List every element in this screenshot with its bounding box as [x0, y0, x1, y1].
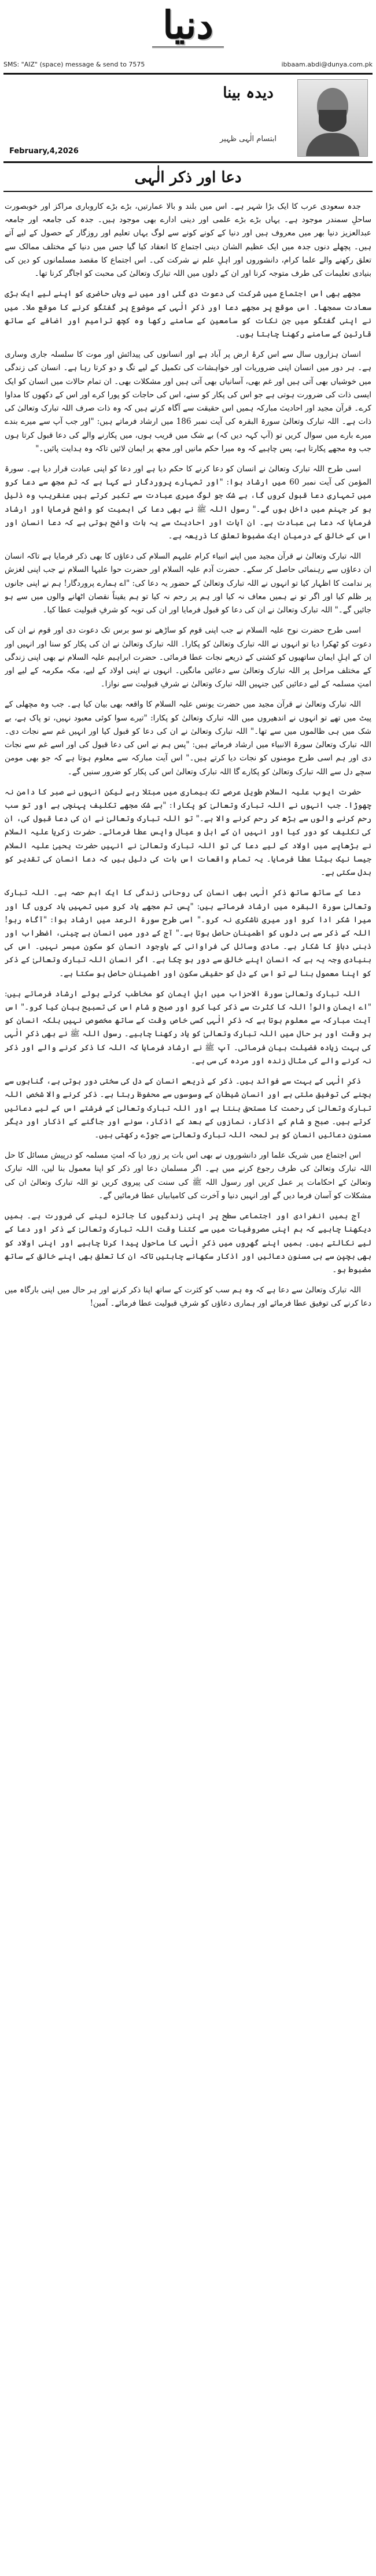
publication-date: February,4,2026	[9, 147, 79, 156]
column-header	[3, 73, 373, 163]
paragraph: اس اجتماع میں شریک علما اور دانشوروں نے بھی اس بات پر زور دیا کہ امتِ مسلمہ کو درپیش مسائل کا حل اللہ تبارک وتعالیٰ کی طرف رجوع کرنے میں ہے۔ اگر مسلمان دعا اور ذکر کو اپنا معمول بنا لیں، اللہ تبارک وتعالیٰ کے احکامات پر عمل کریں اور رسول اللہ ﷺ کی سنت کی پیروی کریں تو اللہ تبارک وتعالیٰ ان کی مشکلات کو آسان فرما دیں گے اور انہیں دنیا و آخرت کی کامیابیاں عطا فرمائیں گے۔	[5, 1151, 371, 1200]
paragraph: مجھے بھی اس اجتماع میں شرکت کی دعوت دی گئی اور میں نے وہاں حاضری کو اپنے لیے ایک بڑی سعادت سمجھا۔ اس موقع پر مجھے دعا اور ذکرِ الٰہی کے موضوع پر گفتگو کرنے کا موقع ملا۔ میں نے اپنی گفتگو میں جن نکات کو سامعین کے سامنے رکھا وہ کچھ ترامیم اور اضافے کے ساتھ قارئین کے سامنے رکھنا چاہتا ہوں۔	[5, 289, 371, 339]
column-name: دیدہ بینا	[223, 84, 274, 102]
paragraph: اللہ تبارک وتعالیٰ نے قرآن مجید میں حضرت یونس علیہ السلام کا واقعہ بھی بیان کیا ہے۔ جب وہ مچھلی کے پیٹ میں تھے تو انہوں نے اندھیروں میں اللہ تبارک وتعالیٰ کو پکارا: "تیرے سوا کوئی معبود نہیں، تو پاک ہے، بے شک میں ہی ظالموں میں سے تھا۔" اللہ تبارک وتعالیٰ نے ان کی دعا کو قبول کیا اور انہیں غم سے نجات دی۔ اللہ تبارک وتعالیٰ سورۃ الانبیاء میں ارشاد فرماتے ہیں: "پس ہم نے اس کی دعا قبول کی اور اسے غم سے نجات دی اور ہم اسی طرح مومنوں کو نجات دیا کرتے ہیں۔" اس آیت مبارکہ سے معلوم ہوتا ہے کہ جو بھی مومن سچے دل سے اللہ تبارک وتعالیٰ کو پکارے گا اللہ تبارک وتعالیٰ اس کی پکار کو ضرور سنیں گے۔	[5, 700, 371, 777]
paragraph: جدہ سعودی عرب کا ایک بڑا شہر ہے۔ اس میں بلند و بالا عمارتیں، بڑے بڑے کاروباری مراکز اور خوبصورت ساحلِ سمندر موجود ہے۔ یہاں بڑے بڑے علمی اور دینی ادارے بھی موجود ہیں۔ جدہ کی جامعہ اور جامعہ عبدالعزیز دنیا بھر میں معروف ہیں اور دنیا کے کونے کونے سے لوگ یہاں تعلیم اور روزگار کے حصول کے لیے آتے ہیں۔ پچھلے دنوں جدہ میں ایک عظیم الشان دینی اجتماع کا انعقاد کیا گیا جس میں دنیا کے مختلف ممالک سے تعلق رکھنے والے علما کرام، دانشوروں اور اہلِ علم نے شرکت کی۔ اس اجتماع کا مقصد مسلمانوں کو دین کی بنیادی تعلیمات کی طرف متوجہ کرنا اور ان کے دلوں میں اللہ تبارک وتعالیٰ کی محبت کو اجاگر کرنا تھا۔	[5, 202, 371, 279]
masthead	[0, 0, 376, 53]
paragraph: ذکرِ الٰہی کے بہت سے فوائد ہیں۔ ذکر کے ذریعے انسان کے دل کی سختی دور ہوتی ہے، گناہوں سے بچنے کی توفیق ملتی ہے اور انسان شیطان کے وسوسوں سے محفوظ رہتا ہے۔ ذکر کرنے والا شخص اللہ تبارک وتعالیٰ کی رحمت کا مستحق بنتا ہے اور اللہ تبارک وتعالیٰ کے فرشتے اس کے لیے دعائیں کرتے ہیں۔ صبح و شام کے اذکار، نمازوں کے بعد کے اذکار، سونے اور جاگنے کے اذکار اور دیگر مسنون دعائیں انسان کو ہر لمحہ اللہ تبارک وتعالیٰ سے جوڑے رکھتی ہیں۔	[5, 1077, 371, 1140]
paragraph: اللہ تبارک وتعالیٰ نے قرآن مجید میں اپنے انبیاء کرام علیہم السلام کی دعاؤں کا بھی ذکر فرمایا ہے تاکہ انسان ان دعاؤں سے رہنمائی حاصل کر سکے۔ حضرت آدم علیہ السلام اور حضرت حوا علیہا السلام نے جب اپنی لغزش پر ندامت کا اظہار کیا تو انہوں نے اللہ تبارک وتعالیٰ کے حضور یہ دعا کی: "اے ہمارے پروردگار! ہم نے اپنی جانوں پر ظلم کیا اور اگر تو نے ہمیں معاف نہ کیا اور ہم پر رحم نہ کیا تو ہم یقیناً نقصان اٹھانے والوں میں سے ہو جائیں گے۔" اللہ تبارک وتعالیٰ نے ان کی دعا کو قبول فرمایا اور ان کی توبہ کو شرفِ قبولیت عطا کیا۔	[5, 552, 371, 615]
author-photo	[297, 79, 368, 157]
author-name: ابتسام الٰہی ظہیر	[219, 135, 277, 143]
paragraph: آج ہمیں انفرادی اور اجتماعی سطح پر اپنی زندگیوں کا جائزہ لینے کی ضرورت ہے۔ ہمیں دیکھنا چاہیے کہ ہم اپنی مصروفیات میں سے کتنا وقت اللہ تبارک وتعالیٰ کے ذکر اور دعا کے لیے نکالتے ہیں۔ ہمیں اپنے گھروں میں ذکرِ الٰہی کا ماحول پیدا کرنا چاہیے اور اپنی اولاد کو بھی بچپن سے ہی مسنون دعائیں اور اذکار سکھانے چاہئیں تاکہ ان کا تعلق بھی اپنے خالق کے ساتھ مضبوط ہو۔	[5, 1211, 371, 1274]
article-body	[5, 200, 371, 2565]
paragraph: دعا کے ساتھ ساتھ ذکرِ الٰہی بھی انسان کی روحانی زندگی کا ایک اہم حصہ ہے۔ اللہ تبارک وتعالیٰ سورۃ البقرہ میں ارشاد فرماتے ہیں: "پس تم مجھے یاد کرو میں تمہیں یاد کروں گا اور میرا شکر ادا کرو اور میری ناشکری نہ کرو۔" اسی طرح سورۃ الرعد میں ارشاد ہوا: "آگاہ رہو! اللہ کے ذکر سے ہی دلوں کو اطمینان حاصل ہوتا ہے۔" آج کے دور میں انسان بے چینی، اضطراب اور ذہنی دباؤ کا شکار ہے۔ مادی وسائل کی فراوانی کے باوجود انسان کو سکون میسر نہیں۔ اس کی بنیادی وجہ یہ ہے کہ انسان اپنے خالق سے دور ہو چکا ہے۔ اگر انسان اللہ تبارک وتعالیٰ کے ذکر کو اپنا معمول بنا لے تو اس کے دل کو حقیقی سکون اور اطمینان حاصل ہو سکتا ہے۔	[5, 888, 371, 978]
contact-line	[3, 58, 373, 71]
paragraph: انسان ہزاروں سال سے اس کرۂ ارض پر آباد ہے اور انسانوں کی پیدائش اور موت کا سلسلہ جاری وساری ہے۔ ہر دور میں انسان اپنی ضروریات اور خواہشات کی تکمیل کے لیے تگ و دو کرتا رہا ہے۔ انسان کی زندگی میں خوشیاں بھی آتی ہیں اور غم بھی، آسانیاں بھی آتی ہیں اور مشکلات بھی۔ ان تمام حالات میں انسان کو ایک ایسی ذات کی ضرورت ہوتی ہے جو اس کی پکار کو سنے، اس کی حاجات کو پورا کرے اور اس کے دکھوں کا مداوا کرے۔ قرآن مجید اور احادیث مبارکہ ہمیں اس حقیقت سے آگاہ کرتے ہیں کہ وہ ذات صرف اللہ تبارک وتعالیٰ کی ذات ہے۔ اللہ تبارک وتعالیٰ سورۃ البقرہ کی آیت نمبر 186 میں ارشاد فرماتے ہیں: "اور جب آپ سے میرے بندے میرے بارے میں سوال کریں تو (آپ کہہ دیں کہ) بے شک میں قریب ہوں، میں پکارنے والے کی دعا قبول کرتا ہوں جب وہ مجھے پکارتا ہے، پس چاہیے کہ وہ میرا حکم مانیں اور مجھ پر ایمان لائیں تاکہ وہ ہدایت پائیں۔"	[5, 350, 371, 453]
sms-text: SMS: "AIZ" (space) message & send to 7575	[3, 60, 145, 68]
paragraph: اسی طرح اللہ تبارک وتعالیٰ نے انسان کو دعا کرنے کا حکم دیا ہے اور دعا کو اپنی عبادت قرار دیا ہے۔ سورۃ المؤمن کی آیت نمبر 60 میں ارشاد ہوا: "اور تمہارے پروردگار نے کہا ہے کہ تم مجھ سے دعا کرو میں تمہاری دعا قبول کروں گا، بے شک جو لوگ میری عبادت سے تکبر کرتے ہیں عنقریب وہ ذلیل ہو کر جہنم میں داخل ہوں گے۔" رسول اللہ ﷺ نے بھی دعا کی اہمیت کو واضح فرمایا اور ارشاد فرمایا کہ دعا ہی عبادت ہے۔ ان آیات اور احادیث سے یہ بات واضح ہوتی ہے کہ دعا انسان اور اس کے خالق کے درمیان ایک مضبوط تعلق کا ذریعہ ہے۔	[5, 464, 371, 541]
article-title-bar	[3, 164, 373, 192]
paragraph: اللہ تبارک وتعالیٰ سے دعا ہے کہ وہ ہم سب کو کثرت کے ساتھ اپنا ذکر کرنے اور ہر حال میں اپنی بارگاہ میں دعا کرنے کی توفیق عطا فرمائے اور ہماری دعاؤں کو شرفِ قبولیت عطا فرمائے۔ آمین!	[5, 1285, 371, 1309]
article-title: دعا اور ذکر الٰہی	[134, 169, 242, 186]
paragraph: اللہ تبارک وتعالیٰ سورۃ الاحزاب میں اہلِ ایمان کو مخاطب کرتے ہوئے ارشاد فرماتے ہیں: "اے ایمان والو! اللہ کا کثرت سے ذکر کیا کرو اور صبح و شام اس کی تسبیح بیان کیا کرو۔" اس آیت مبارکہ سے معلوم ہوتا ہے کہ ذکرِ الٰہی کسی خاص وقت کے ساتھ مخصوص نہیں بلکہ انسان کو ہر وقت اور ہر حال میں اللہ تبارک وتعالیٰ کو یاد رکھنا چاہیے۔ رسول اللہ ﷺ نے بھی ذکرِ الٰہی کی بہت زیادہ فضیلت بیان فرمائی۔ آپ ﷺ نے ارشاد فرمایا کہ اللہ کا ذکر کرنے والے اور ذکر نہ کرنے والے کی مثال زندہ اور مردہ کی سی ہے۔	[5, 989, 371, 1066]
paragraph: اسی طرح حضرت نوح علیہ السلام نے جب اپنی قوم کو ساڑھے نو سو برس تک دعوت دی اور قوم نے ان کی دعوت کو ٹھکرا دیا تو انہوں نے اللہ تبارک وتعالیٰ کو پکارا۔ اللہ تبارک وتعالیٰ نے ان کی پکار کو سنا اور انہیں اور ان کے اہلِ ایمان ساتھیوں کو کشتی کے ذریعے نجات عطا فرمائی۔ حضرت ابراہیم علیہ السلام نے بھی اپنی زندگی کے مختلف مراحل پر اللہ تبارک وتعالیٰ سے دعائیں مانگیں۔ انہوں نے اپنی اولاد کے لیے، مکہ مکرمہ کے لیے اور امتِ مسلمہ کے لیے دعائیں کیں جنہیں اللہ تبارک وتعالیٰ نے شرفِ قبولیت سے نوازا۔	[5, 626, 371, 689]
newspaper-logo: دنیا	[152, 6, 224, 48]
email-text: ibbaam.abdi@dunya.com.pk	[281, 60, 373, 68]
paragraph: حضرت ایوب علیہ السلام طویل عرصے تک بیماری میں مبتلا رہے لیکن انہوں نے صبر کا دامن نہ چھوڑا۔ جب انہوں نے اللہ تبارک وتعالیٰ کو پکارا: "بے شک مجھے تکلیف پہنچی ہے اور تو سب رحم کرنے والوں سے بڑھ کر رحم کرنے والا ہے۔" تو اللہ تبارک وتعالیٰ نے ان کی دعا قبول کی، ان کی تکلیف کو دور کیا اور انہیں ان کے اہل و عیال واپس عطا فرمائے۔ حضرت زکریا علیہ السلام نے بڑھاپے میں اولاد کے لیے دعا کی تو اللہ تبارک وتعالیٰ نے انہیں حضرت یحییٰ علیہ السلام جیسا نیک بیٹا عطا فرمایا۔ یہ تمام واقعات اس بات کی دلیل ہیں کہ دعا انسان کی تقدیر کو بدل سکتی ہے۔	[5, 787, 371, 878]
